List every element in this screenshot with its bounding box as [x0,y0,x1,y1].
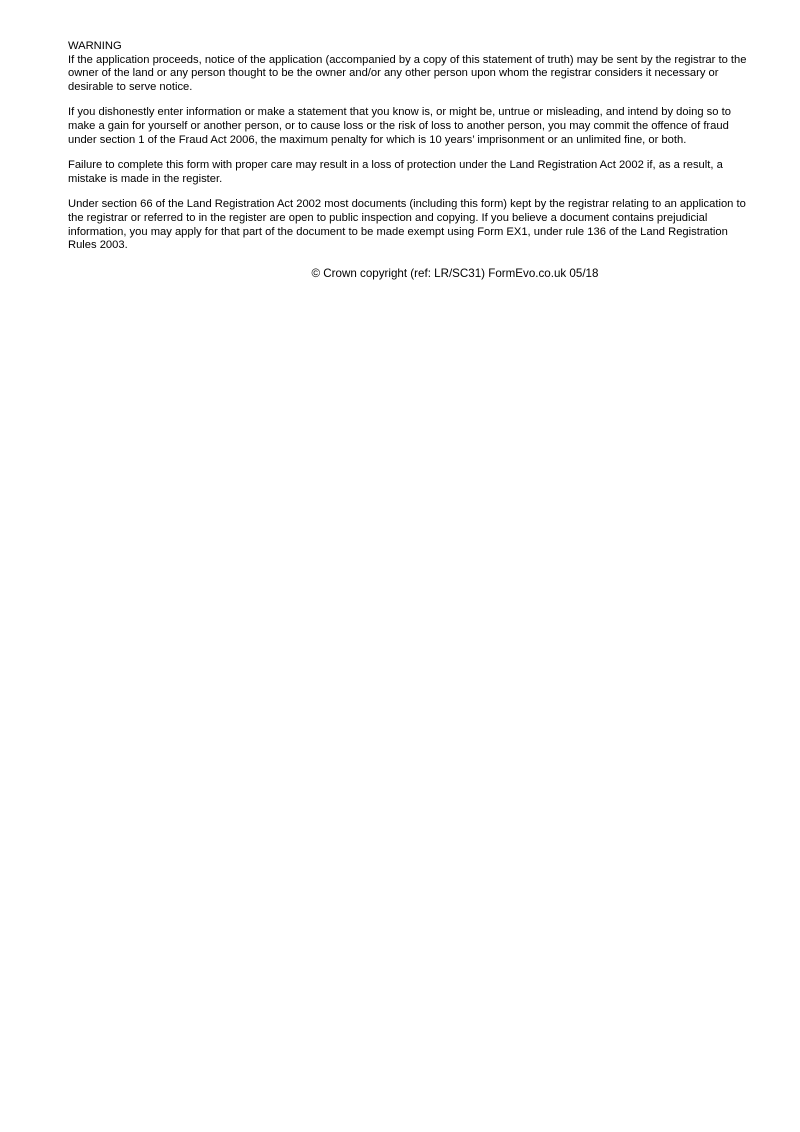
warning-paragraph-1: If the application proceeds, notice of the application (accompanied by a copy of this statement of truth) may be sent by the registrar to the owner of the land or any person thought to be the owner and/or any other person upon whom the registrar considers it necessary or desirable to serve notice. [68,53,747,93]
document-body [68,40,752,281]
warning-paragraph-3: Failure to complete this form with proper care may result in a loss of protection under the Land Registration Act 2002 if, as a result, a mistake is made in the register. [68,159,723,185]
copyright-notice: © Crown copyright (ref: LR/SC31) FormEvo.co.uk 05/18 [311,266,599,280]
warning-paragraph-4: Under section 66 of the Land Registration Act 2002 most documents (including this form) kept by the registrar relating to an application to the registrar or referred to in the register are open to public inspection and copying. If you believe a document contains prejudicial information, you may apply for that part of the document to be made exempt using Form EX1, under rule 136 of the Land Registration Rules 2003. [68,198,746,252]
warning-heading: WARNING [68,40,122,52]
warning-paragraph-2: If you dishonestly enter information or make a statement that you know is, or might be, untrue or misleading, and intend by doing so to make a gain for yourself or another person, or to cause loss or the risk of loss to another person, you may commit the offence of fraud under section 1 of the Fraud Act 2006, the maximum penalty for which is 10 years’ imprisonment or an unlimited fine, or both. [68,106,731,146]
